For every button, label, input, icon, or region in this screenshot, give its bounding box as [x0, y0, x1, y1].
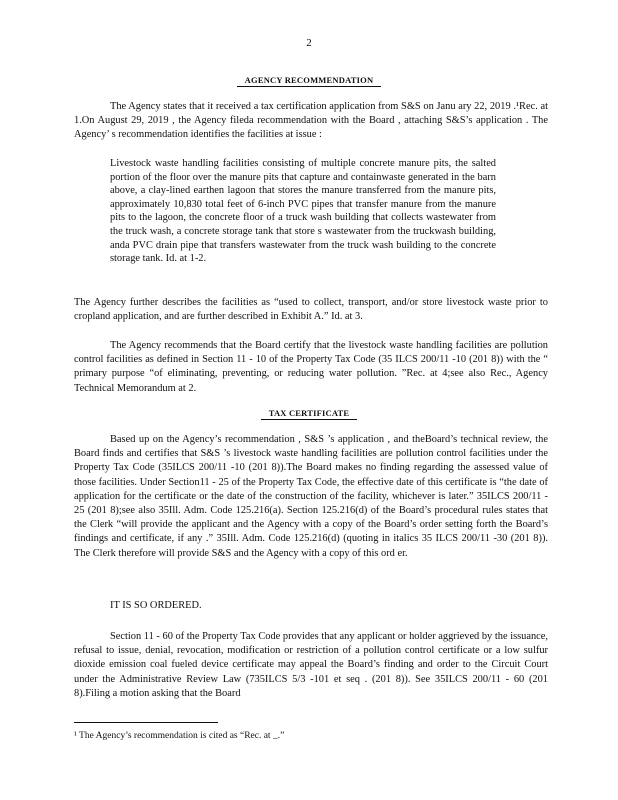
paragraph-board-findings: Based up on the Agency’s recommendation , S&S ’s application , and theBoard’s technical review, the Board finds and certifies that S&S ’s livestock waste handling facilities are pollution control facilities under the Property Tax Code (35ILCS 200/11 -10 (201 8)).The Board makes no finding regarding the assessed value of those facilities. Under Section11 - 25 of the Property Tax Code, the effective date of this certificate is “the date of application for the certificate or the date of the construction of the facility, whichever is later.” 35ILCS 200/11 - 25 (201 8);see also 35Ill. Adm. Code 125.216(a). Section 125.216(d) of the Board’s procedural rules states that the Clerk “will provide the applicant and the Agency with a copy of the Board’s order setting forth the Board’s findings and certificate, if any .” 35Ill. Adm. Code 125.216(d) (quoting in italics 35 ILCS 200/11 -30 (201 8)). The Clerk therefore will provide S&S and the Agency with a copy of this ord er.	[74, 434, 548, 559]
section-heading-agency-recommendation	[0, 75, 618, 85]
so-ordered-statement: IT IS SO ORDERED.	[110, 600, 202, 611]
footnote-divider	[74, 722, 218, 723]
footnote-1: ¹ The Agency’s recommendation is cited as “Rec. at _.”	[74, 731, 285, 741]
heading-text: AGENCY RECOMMENDATION	[237, 75, 382, 87]
paragraph-agency-application: The Agency states that it received a tax certification application from S&S on Janu ary 22, 2019 .¹Rec. at 1.On August 29, 2019 , the Agency fileda recommendation with the Board , attaching S&S’s application . The Agency’ s recommendation identifies the facilities at issue :	[74, 101, 548, 141]
section-heading-tax-certificate	[0, 408, 618, 418]
paragraph-agency-recommends: The Agency recommends that the Board certify that the livestock waste handling facilities are pollution control facilities as defined in Section 11 - 10 of the Property Tax Code (35 ILCS 200/11 -10 (201 8)) with the “ primary purpose “of eliminating, preventing, or reducing water pollution. ”Rec. at 4;see also Rec., Agency Technical Memorandum at 2.	[74, 340, 548, 394]
block-quote-facilities: Livestock waste handling facilities consisting of multiple concrete manure pits, the salted portion of the floor over the manure pits that capture and containwaste generated in the barn above, a clay-lined earthen lagoon that stores the manure transferred from the manure pits, approximately 10,830 total feet of 6-inch PVC pipes that transfer manure from the manure pits to the lagoon, the concrete floor of a truck wash building that collects wastewater from the truck wash, a concrete storage tank that store s wastewater from the truckwash building, anda PVC drain pipe that transfers wastewater from the truck wash building to the concrete storage tank. Id. at 1-2.	[110, 158, 496, 265]
page-number: 2	[306, 37, 312, 49]
paragraph-agency-describes: The Agency further describes the facilities as “used to collect, transport, and/or store livestock waste prior to cropland application, and are further described in Exhibit A.” Id. at 3.	[74, 297, 548, 323]
heading-text: TAX CERTIFICATE	[261, 408, 358, 420]
paragraph-appeal-rights: Section 11 - 60 of the Property Tax Code provides that any applicant or holder aggrieved by the issuance, refusal to issue, denial, revocation, modification or restriction of a pollution control certificate or a low sulfur dioxide emission coal fueled device certificate may appeal the Board’s finding and order to the Circuit Court under the Administrative Review Law (735ILCS 5/3 -101 et seq . (201 8)). See 35ILCS 200/11 - 60 (201 8).Filing a motion asking that the Board	[74, 631, 548, 699]
